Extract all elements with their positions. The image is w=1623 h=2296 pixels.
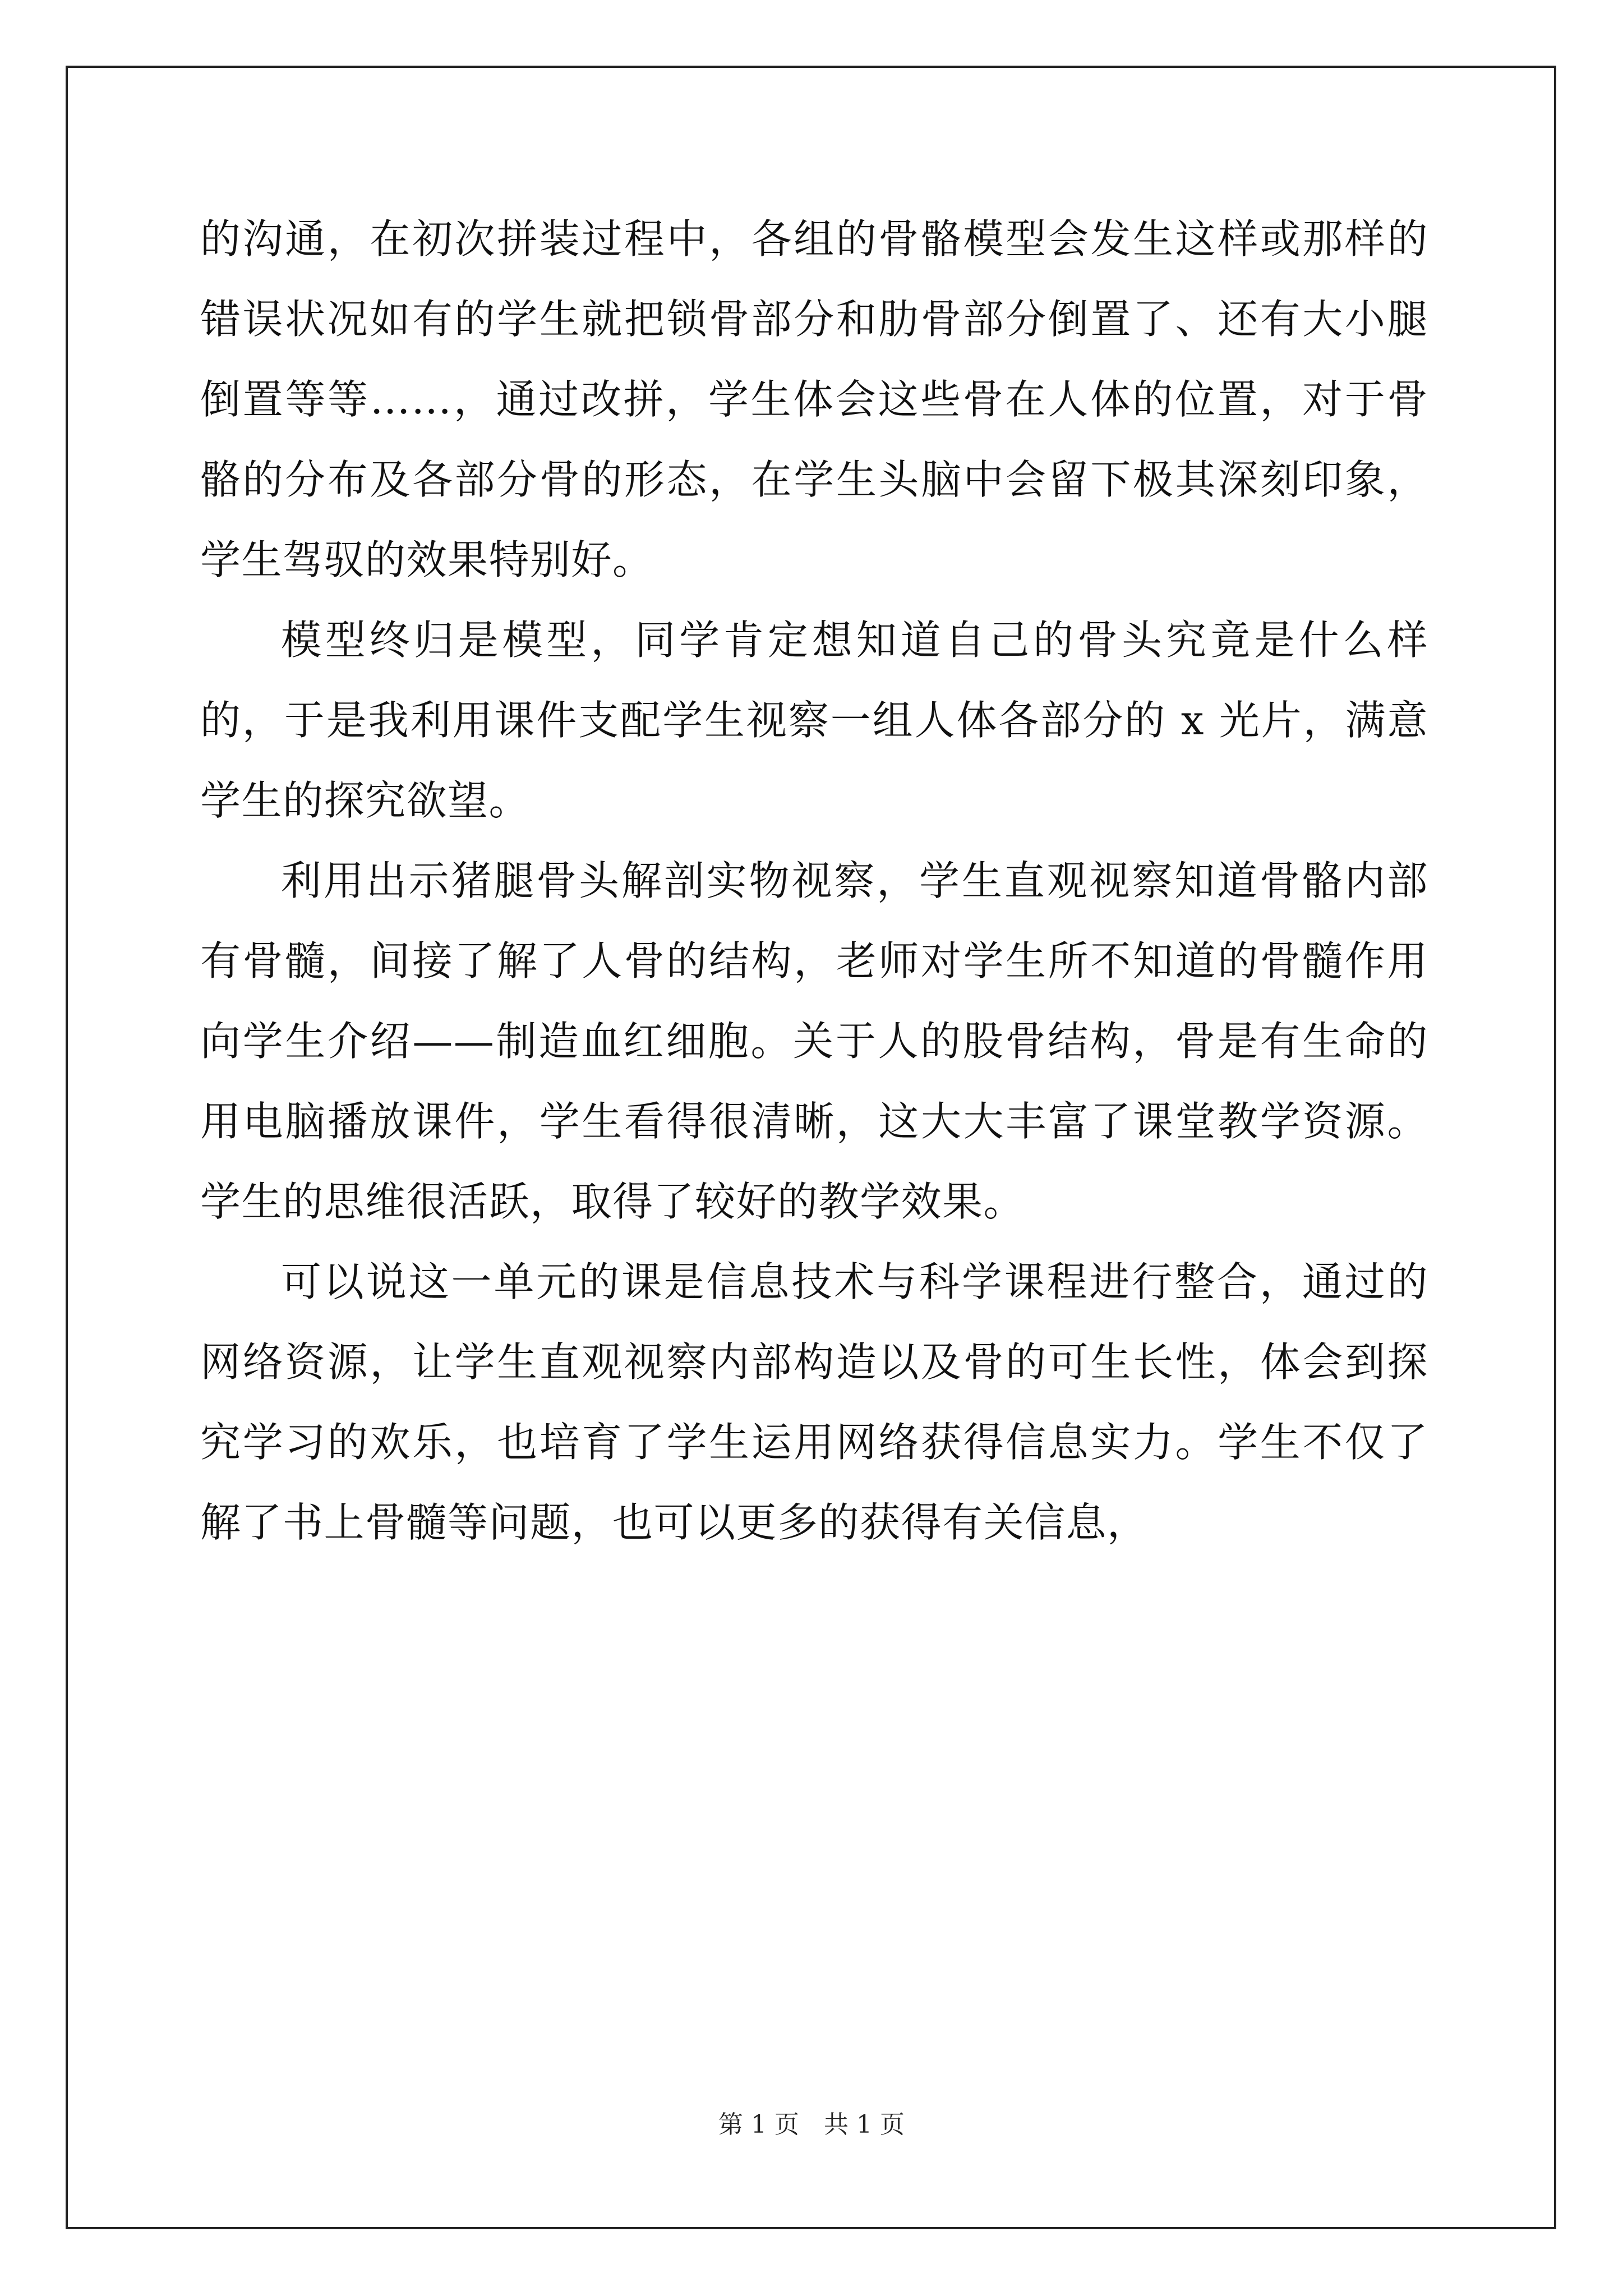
page-footer: 第 1 页 共 1 页 xyxy=(718,2110,905,2139)
paragraph-4: 可以说这一单元的课是信息技术与科学课程进行整合，通过的网络资源，让学生直观视察内部构造以及骨的可生长性，体会到探究学习的欢乐，也培育了学生运用网络获得信息实力。学生不仅了解了书上骨髓等问题，也可以更多的获得有关信息， xyxy=(200,1258,1428,1546)
paragraph-1: 的沟通，在初次拼装过程中，各组的骨骼模型会发生这样或那样的错误状况如有的学生就把锁骨部分和肋骨部分倒置了、还有大小腿倒置等等……，通过改拼，学生体会这些骨在人体的位置，对于骨骼的分布及各部分骨的形态，在学生头脑中会留下极其深刻印象，学生驾驭的效果特别好。 xyxy=(200,215,1428,583)
paragraph-3: 利用出示猪腿骨头解剖实物视察，学生直观视察知道骨骼内部有骨髓，间接了解了人骨的结构，老师对学生所不知道的骨髓作用向学生介绍——制造血红细胞。关于人的股骨结构，骨是有生命的用电脑播放课件，学生看得很清晰，这大大丰富了课堂教学资源。学生的思维很活跃，取得了较好的教学效果。 xyxy=(200,857,1428,1225)
paragraph-2: 模型终归是模型，同学肯定想知道自己的骨头究竟是什么样的，于是我利用课件支配学生视察一组人体各部分的 x 光片，满意学生的探究欲望。 xyxy=(200,616,1428,824)
document-body xyxy=(200,199,1428,1563)
